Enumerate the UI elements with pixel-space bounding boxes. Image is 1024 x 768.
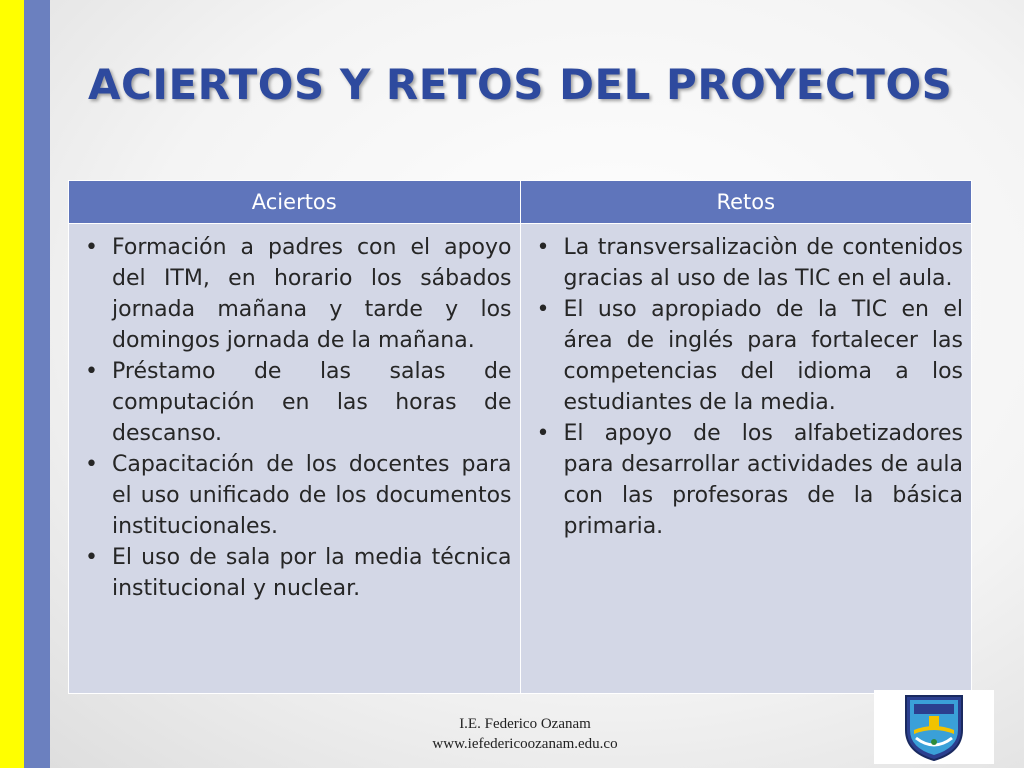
school-crest-icon xyxy=(874,690,994,764)
retos-header: Retos xyxy=(520,181,972,224)
school-logo xyxy=(874,690,994,764)
aciertos-list xyxy=(77,232,512,604)
footer-institution: I.E. Federico Ozanam xyxy=(459,716,591,732)
slide-title: ACIERTOS Y RETOS DEL PROYECTOS xyxy=(88,60,953,109)
left-accent-bar-yellow xyxy=(0,0,24,768)
footer xyxy=(380,714,670,754)
retos-list xyxy=(529,232,964,542)
retos-cell xyxy=(520,224,972,694)
list-item: • El uso apropiado de la TIC en el área de inglés para fortalecer las competencias del idioma a los estudiantes de la media. xyxy=(529,294,964,418)
list-item: • El apoyo de los alfabetizadores para desarrollar actividades de aula con las profesoras de la básica primaria. xyxy=(529,418,964,542)
list-item: • La transversalizaciòn de contenidos gracias al uso de las TIC en el aula. xyxy=(529,232,964,294)
list-item: • Capacitación de los docentes para el uso unificado de los documentos institucionales. xyxy=(77,449,512,542)
footer-website: www.iefedericoozanam.edu.co xyxy=(432,736,618,752)
aciertos-cell xyxy=(69,224,521,694)
list-item: • El uso de sala por la media técnica institucional y nuclear. xyxy=(77,542,512,604)
list-item: • Préstamo de las salas de computación en las horas de descanso. xyxy=(77,356,512,449)
aciertos-header: Aciertos xyxy=(69,181,521,224)
left-accent-bar-blue xyxy=(24,0,50,768)
aciertos-retos-table xyxy=(68,180,972,694)
list-item: • Formación a padres con el apoyo del ITM, en horario los sábados jornada mañana y tarde y los domingos jornada de la mañana. xyxy=(77,232,512,356)
